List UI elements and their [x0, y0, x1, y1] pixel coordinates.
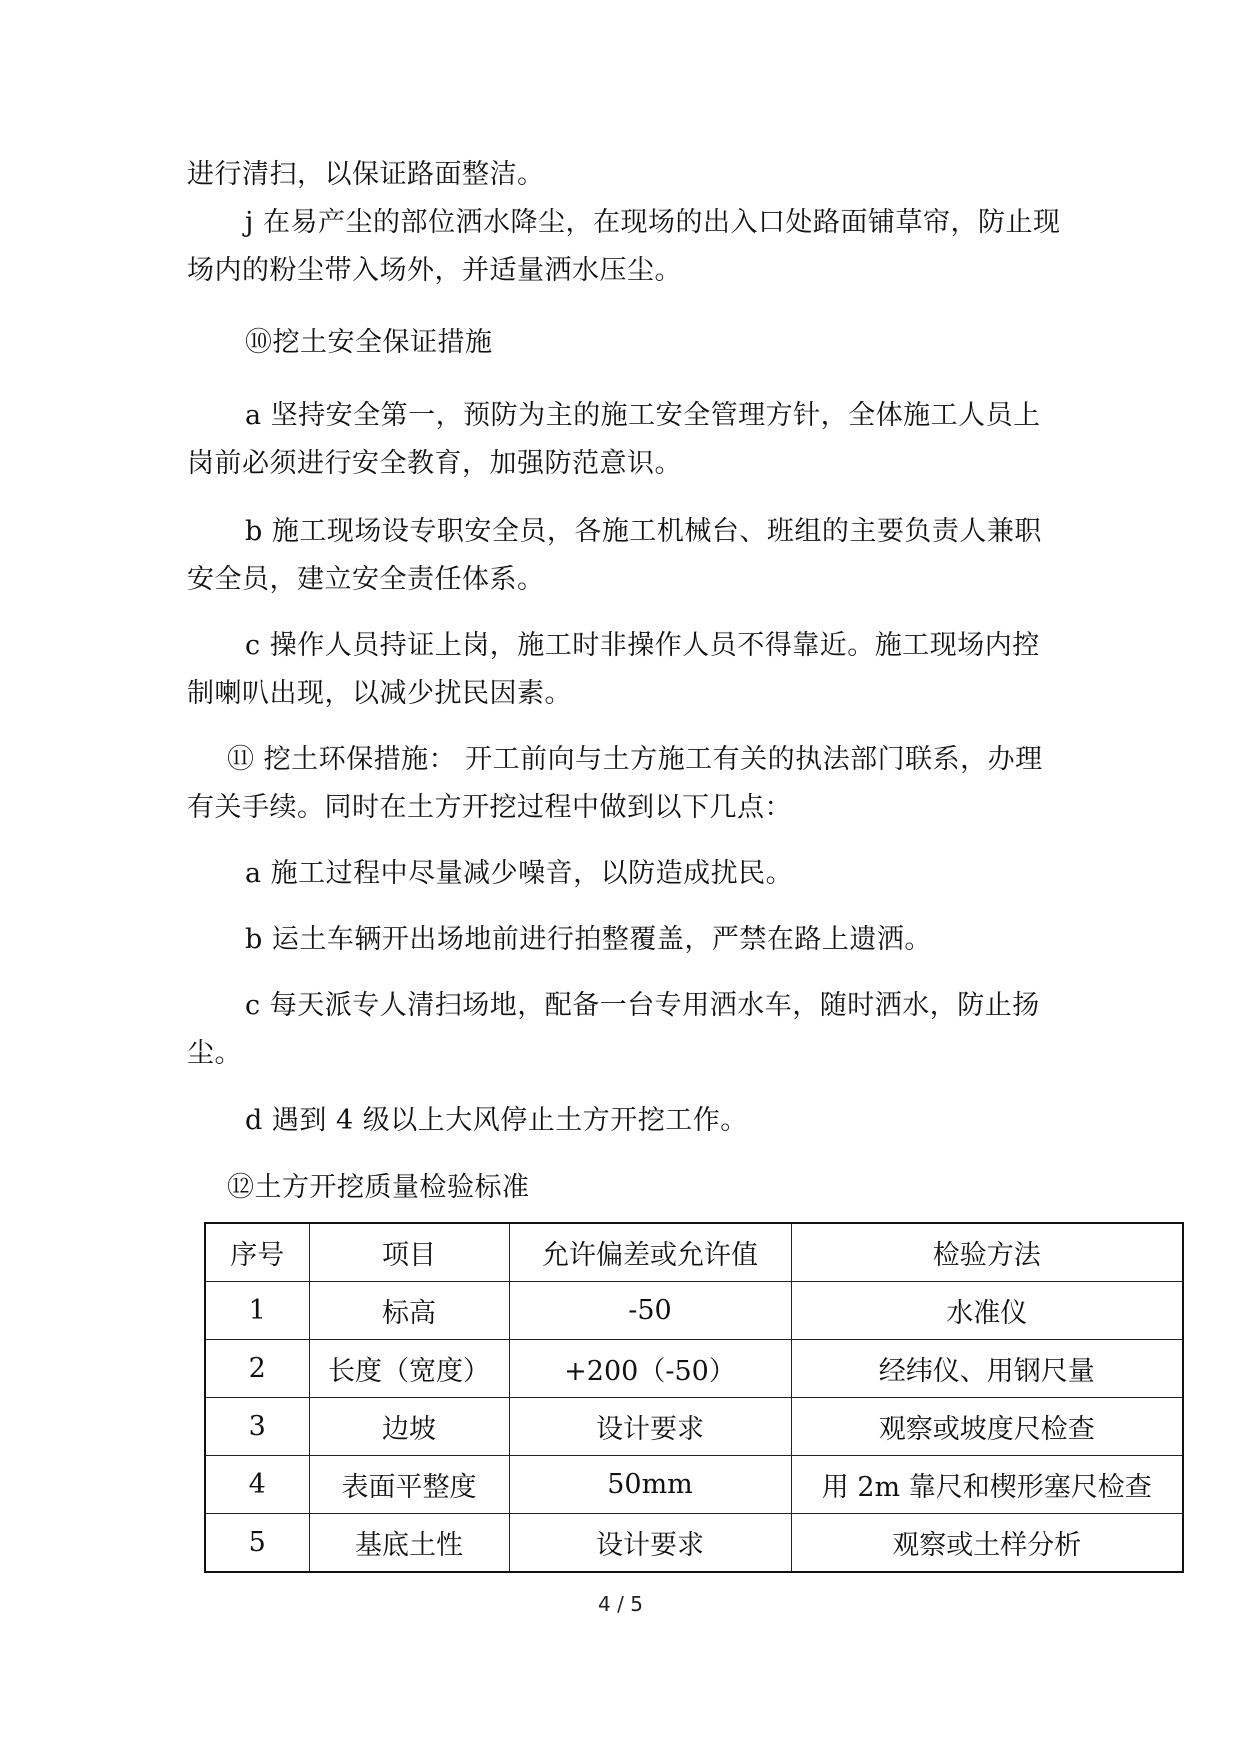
cell-method: 用 2m 靠尺和楔形塞尺检查 — [791, 1456, 1183, 1514]
quality-standard-table — [204, 1222, 1184, 1573]
cell-method: 经纬仪、用钢尺量 — [791, 1340, 1183, 1398]
cell-serial: 5 — [205, 1514, 309, 1573]
heading-excavation-safety: ⑩挖土安全保证措施 — [245, 327, 493, 358]
page-number: 4 / 5 — [598, 1592, 643, 1616]
paragraph-reduce-noise: a 施工过程中尽量减少噪音，以防造成扰民。 — [245, 858, 794, 889]
table-row — [205, 1282, 1183, 1340]
cell-tolerance: 50mm — [509, 1456, 791, 1514]
table-row — [205, 1456, 1183, 1514]
header-serial-number: 序号 — [205, 1223, 309, 1282]
paragraph-water-truck: c 每天派专人清扫场地，配备一台专用洒水车，随时洒水，防止扬尘。 — [187, 990, 1040, 1069]
paragraph-wind-stop: d 遇到 4 级以上大风停止土方开挖工作。 — [245, 1105, 748, 1136]
paragraph-cover-trucks: b 运土车辆开出场地前进行拍整覆盖，严禁在路上遗洒。 — [245, 924, 932, 955]
heading-environmental-measures: ⑪ 挖土环保措施： 开工前向与土方施工有关的执法部门联系，办理有关手续。同时在土方开挖过程中做到以下几点： — [187, 744, 1043, 823]
paragraph-safety-first: a 坚持安全第一，预防为主的施工安全管理方针，全体施工人员上岗前必须进行安全教育，加强防范意识。 — [187, 400, 1041, 479]
header-item: 项目 — [309, 1223, 509, 1282]
header-inspection-method: 检验方法 — [791, 1223, 1183, 1282]
cell-serial: 1 — [205, 1282, 309, 1340]
paragraph-certified-operators: c 操作人员持证上岗，施工时非操作人员不得靠近。施工现场内控制喇叭出现，以减少扰民因素。 — [187, 630, 1040, 709]
cell-item: 基底土性 — [309, 1514, 509, 1573]
quality-standard-table-container — [204, 1222, 1182, 1573]
cell-item: 表面平整度 — [309, 1456, 509, 1514]
header-tolerance: 允许偏差或允许值 — [509, 1223, 791, 1282]
cell-method: 观察或土样分析 — [791, 1514, 1183, 1573]
cell-item: 长度（宽度） — [309, 1340, 509, 1398]
cell-tolerance: 设计要求 — [509, 1398, 791, 1456]
cell-tolerance: +200（-50） — [509, 1340, 791, 1398]
cell-method: 观察或坡度尺检查 — [791, 1398, 1183, 1456]
table-row — [205, 1340, 1183, 1398]
heading-quality-standard: ⑫土方开挖质量检验标准 — [227, 1172, 530, 1203]
table-row — [205, 1514, 1183, 1573]
paragraph-safety-officer: b 施工现场设专职安全员，各施工机械台、班组的主要负责人兼职安全员，建立安全责任体系。 — [187, 516, 1042, 595]
cell-tolerance: 设计要求 — [509, 1514, 791, 1573]
cell-item: 边坡 — [309, 1398, 509, 1456]
table-header-row — [205, 1223, 1183, 1282]
cell-tolerance: -50 — [509, 1282, 791, 1340]
cell-item: 标高 — [309, 1282, 509, 1340]
cell-serial: 2 — [205, 1340, 309, 1398]
paragraph-dust-suppression: j 在易产尘的部位洒水降尘，在现场的出入口处路面铺草帘，防止现场内的粉尘带入场外，并适量洒水压尘。 — [187, 207, 1061, 286]
cell-method: 水准仪 — [791, 1282, 1183, 1340]
cell-serial: 4 — [205, 1456, 309, 1514]
table-row — [205, 1398, 1183, 1456]
cell-serial: 3 — [205, 1398, 309, 1456]
paragraph-road-cleaning: 进行清扫，以保证路面整洁。 — [187, 159, 545, 190]
